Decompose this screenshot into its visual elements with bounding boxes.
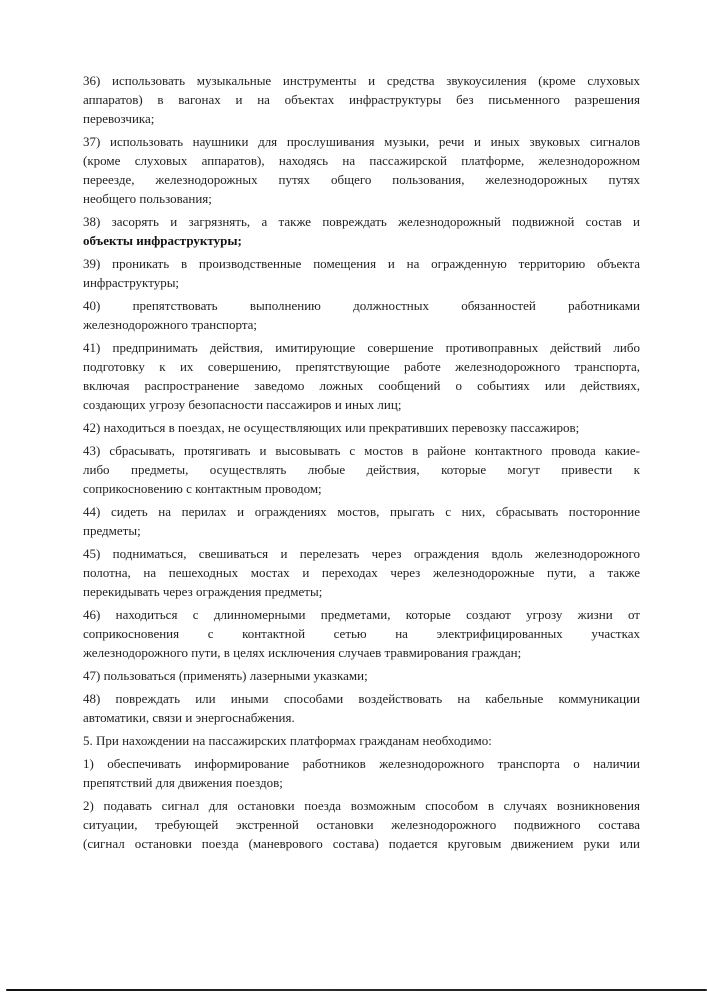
text-line: создающих угрозу безопасности пассажиров и иных лиц;	[83, 397, 402, 412]
text-line: (кроме слуховых аппаратов), находясь на пассажирской платформе, железнодорожном	[83, 153, 640, 168]
text-line: предметы;	[83, 523, 141, 538]
text-line: препятствий для движения поездов;	[83, 775, 283, 790]
paragraph-clause-42	[83, 418, 640, 437]
paragraph-section-5	[83, 731, 640, 750]
text-line: необщего пользования;	[83, 191, 212, 206]
text-line: соприкосновения с контактной сетью на электрифицированных участках	[83, 626, 640, 641]
text-line: 5. При нахождении на пассажирских платформах гражданам необходимо:	[83, 733, 492, 748]
text-line: 39) проникать в производственные помещения и на огражденную территорию объекта	[83, 256, 640, 271]
text-line: 41) предпринимать действия, имитирующие совершение противоправных действий либо	[83, 340, 640, 355]
text-line: ситуации, требующей экстренной остановки железнодорожного подвижного состава	[83, 817, 640, 832]
text-line: 43) сбрасывать, протягивать и высовывать с мостов в районе контактного провода какие-	[83, 443, 640, 458]
paragraph-clause-48	[83, 689, 640, 727]
text-line: подготовку к их совершению, препятствующие работе железнодорожного транспорта,	[83, 359, 640, 374]
text-line: переезде, железнодорожных путях общего пользования, железнодорожных путях	[83, 172, 640, 187]
text-line: соприкосновению с контактным проводом;	[83, 481, 322, 496]
text-line: включая распространение заведомо ложных сообщений о событиях или действиях,	[83, 378, 640, 393]
paragraph-clause-39	[83, 254, 640, 292]
paragraph-clause-5-1	[83, 754, 640, 792]
text-line: аппаратов) в вагонах и на объектах инфраструктуры без письменного разрешения	[83, 92, 640, 107]
paragraph-clause-40	[83, 296, 640, 334]
footer-rule	[6, 989, 707, 991]
paragraph-clause-38	[83, 212, 640, 250]
text-line: 38) засорять и загрязнять, а также повреждать железнодорожный подвижной состав и	[83, 214, 640, 229]
paragraph-clause-37	[83, 132, 640, 208]
text-line: либо предметы, осуществлять любые действия, которые могут привести к	[83, 462, 640, 477]
text-line: 44) сидеть на перилах и ограждениях мостов, прыгать с них, сбрасывать посторонние	[83, 504, 640, 519]
text-line: (сигнал остановки поезда (маневрового состава) подается круговым движением руки или	[83, 836, 640, 851]
text-line: 37) использовать наушники для прослушивания музыки, речи и иных звуковых сигналов	[83, 134, 640, 149]
text-line: железнодорожного транспорта;	[83, 317, 258, 332]
paragraph-clause-41	[83, 338, 640, 414]
text-line: 45) подниматься, свешиваться и перелезать через ограждения вдоль железнодорожного	[83, 546, 640, 561]
paragraph-clause-44	[83, 502, 640, 540]
paragraph-clause-43	[83, 441, 640, 498]
text-line: 2) подавать сигнал для остановки поезда возможным способом в случаях возникновения	[83, 798, 640, 813]
paragraph-clause-36	[83, 71, 640, 128]
paragraph-clause-45	[83, 544, 640, 601]
text-line: 1) обеспечивать информирование работников железнодорожного транспорта о наличии	[83, 756, 640, 771]
text-line: перекидывать через ограждения предметы;	[83, 584, 323, 599]
text-line: перевозчика;	[83, 111, 155, 126]
text-line: объекты инфраструктуры;	[83, 233, 242, 248]
text-line: 48) повреждать или иными способами воздействовать на кабельные коммуникации	[83, 691, 640, 706]
text-line: 36) использовать музыкальные инструменты и средства звукоусиления (кроме слуховых	[83, 73, 640, 88]
text-line: полотна, на пешеходных мостах и переходах через железнодорожные пути, а также	[83, 565, 640, 580]
paragraph-clause-46	[83, 605, 640, 662]
paragraph-clause-47	[83, 666, 640, 685]
text-line: 46) находиться с длинномерными предметами, которые создают угрозу жизни от	[83, 607, 640, 622]
document-body	[83, 71, 640, 857]
text-line: железнодорожного пути, в целях исключения случаев травмирования граждан;	[83, 645, 522, 660]
text-line: 47) пользоваться (применять) лазерными указками;	[83, 668, 368, 683]
text-line: инфраструктуры;	[83, 275, 180, 290]
paragraph-clause-5-2	[83, 796, 640, 853]
text-line: 40) препятствовать выполнению должностных обязанностей работниками	[83, 298, 640, 313]
text-line: 42) находиться в поездах, не осуществляющих или прекративших перевозку пассажиров;	[83, 420, 580, 435]
text-line: автоматики, связи и энергоснабжения.	[83, 710, 295, 725]
